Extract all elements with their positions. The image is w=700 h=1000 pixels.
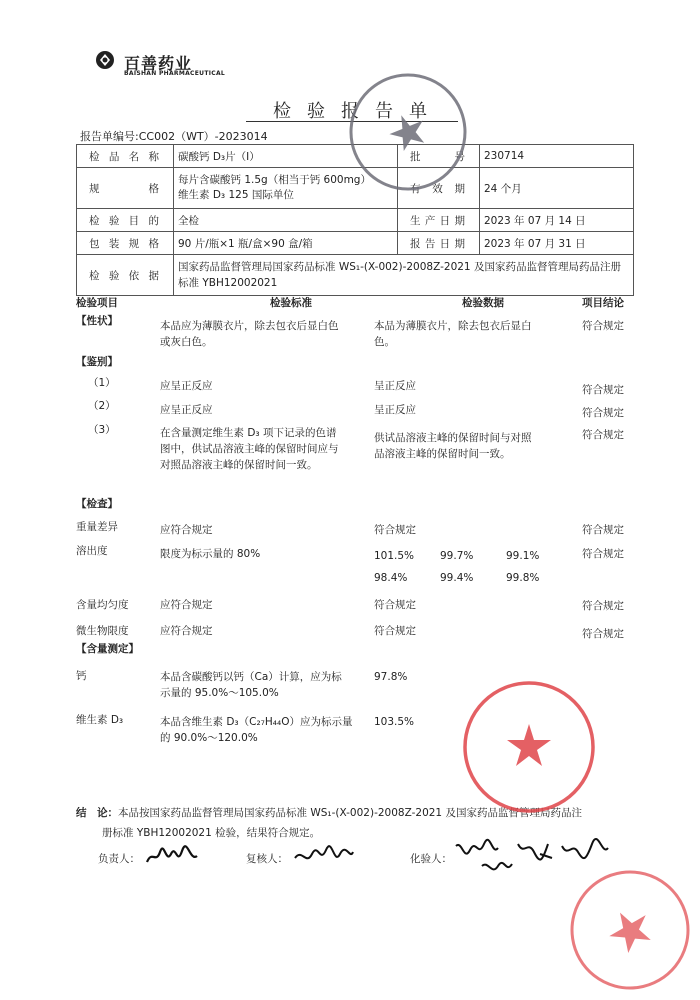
company-logo-english: BAISHAN PHARMACEUTICAL	[124, 70, 226, 77]
conclusion-text-1: 本品按国家药品监督管理局国家药品标准 WS₁-(X-002)-2008Z-2021 及国家药品监督管理局药品注	[118, 807, 582, 819]
batch-value: 230714	[480, 145, 634, 168]
weight-variation-result: 符合规定	[582, 524, 624, 536]
dissolution-value-1: 101.5%	[374, 550, 415, 562]
identification-1-data: 呈正反应	[374, 380, 416, 392]
col-header-standard: 检验标准	[270, 297, 312, 309]
weight-variation-data: 符合规定	[374, 524, 416, 536]
report-title: 检验报告单	[273, 101, 443, 122]
identification-1-label: （1）	[88, 377, 116, 389]
company-logo-text: 百善药业	[124, 54, 193, 73]
appearance-data-2: 色。	[374, 336, 395, 348]
batch-label: 批 号	[398, 145, 480, 168]
conclusion-label: 结 论：	[76, 807, 118, 819]
calcium-label: 钙	[76, 670, 87, 682]
identification-3-standard-3: 对照品溶液主峰的保留时间一致。	[160, 459, 318, 471]
vitamin-d3-data: 103.5%	[374, 716, 415, 728]
basis-label: 检验依据	[77, 255, 174, 296]
col-header-item: 检验项目	[76, 297, 118, 309]
microbial-limit-label: 微生物限度	[76, 625, 129, 637]
report-date-value: 2023 年 07 月 31 日	[480, 232, 634, 255]
calcium-data: 97.8%	[374, 671, 408, 683]
calcium-standard-2: 示量的 95.0%～105.0%	[160, 687, 279, 699]
dissolution-standard: 限度为标示量的 80%	[160, 548, 261, 560]
identification-3-label: （3）	[88, 424, 116, 436]
weight-variation-label: 重量差异	[76, 521, 118, 533]
content-uniformity-result: 符合规定	[582, 600, 624, 612]
responsible-signature	[144, 842, 200, 870]
report-number-value: CC002（WT）-2023014	[138, 130, 268, 143]
packaging-value: 90 片/瓶×1 瓶/盒×90 盒/箱	[174, 232, 398, 255]
identification-3-data-1: 供试品溶液主峰的保留时间与对照	[374, 432, 532, 444]
tester-label: 化验人：	[410, 853, 452, 865]
basis-value: 国家药品监督管理局国家药品标准 WS₁-(X-002)-2008Z-2021 及国家药品监督管理局药品注册标准 YBH12002021	[174, 255, 634, 296]
dissolution-value-4: 98.4%	[374, 572, 408, 584]
vitamin-d3-standard-2: 的 90.0%～120.0%	[160, 732, 258, 744]
col-header-conclusion: 项目结论	[582, 297, 624, 309]
dissolution-label: 溶出度	[76, 545, 108, 557]
inspection-seal-stamp	[346, 70, 470, 194]
microbial-limit-standard: 应符合规定	[160, 625, 213, 637]
calcium-standard-1: 本品含碳酸钙以钙（Ca）计算，应为标	[160, 671, 342, 683]
report-date-label: 报告日期	[398, 232, 480, 255]
section-assay: 【含量测定】	[76, 643, 139, 655]
validity-value: 24 个月	[480, 168, 634, 209]
quality-dept-stamp-1	[460, 678, 598, 816]
weight-variation-standard: 应符合规定	[160, 524, 213, 536]
identification-2-label: （2）	[88, 400, 116, 412]
spec-line-2: 维生素 D₃ 125 国际单位	[178, 189, 294, 201]
appearance-result: 符合规定	[582, 320, 624, 332]
report-number	[80, 128, 268, 144]
section-identification: 【鉴别】	[76, 356, 118, 368]
section-appearance: 【性状】	[76, 315, 118, 327]
company-logo-icon	[95, 50, 115, 70]
purpose-label: 检验目的	[77, 209, 174, 232]
identification-1-standard: 应呈正反应	[160, 380, 213, 392]
production-date-value: 2023 年 07 月 14 日	[480, 209, 634, 232]
content-uniformity-label: 含量均匀度	[76, 599, 129, 611]
spec-label: 规 格	[77, 168, 174, 209]
report-number-label: 报告单编号:	[80, 130, 139, 143]
spec-line-1: 每片含碳酸钙 1.5g（相当于钙 600mg）	[178, 174, 371, 186]
reviewer-label: 复核人：	[246, 853, 288, 865]
dissolution-result: 符合规定	[582, 548, 624, 560]
identification-3-data-2: 品溶液主峰的保留时间一致。	[374, 448, 511, 460]
identification-2-result: 符合规定	[582, 407, 624, 419]
reviewer-signature	[292, 842, 356, 870]
quality-dept-stamp-2	[566, 866, 694, 994]
responsible-label: 负责人：	[98, 853, 140, 865]
dissolution-value-5: 99.4%	[440, 572, 474, 584]
conclusion-text-2: 册标准 YBH12002021 检验，结果符合规定。	[102, 827, 321, 839]
identification-2-data: 呈正反应	[374, 404, 416, 416]
content-uniformity-data: 符合规定	[374, 599, 416, 611]
dissolution-value-3: 99.1%	[506, 550, 540, 562]
appearance-data-1: 本品为薄膜衣片，除去包衣后显白	[374, 320, 532, 332]
vitamin-d3-label: 维生素 D₃	[76, 714, 124, 726]
section-examination: 【检查】	[76, 498, 118, 510]
identification-1-result: 符合规定	[582, 384, 624, 396]
production-date-label: 生产日期	[398, 209, 480, 232]
identification-3-result: 符合规定	[582, 429, 624, 441]
identification-2-standard: 应呈正反应	[160, 404, 213, 416]
dissolution-value-6: 99.8%	[506, 572, 540, 584]
appearance-standard-2: 或灰白色。	[160, 336, 213, 348]
appearance-standard-1: 本品应为薄膜衣片，除去包衣后显白色	[160, 320, 339, 332]
vitamin-d3-standard-1: 本品含维生素 D₃（C₂₇H₄₄O）应为标示量	[160, 716, 353, 728]
packaging-label: 包装规格	[77, 232, 174, 255]
purpose-value: 全检	[174, 209, 398, 232]
col-header-data: 检验数据	[462, 297, 504, 309]
validity-label: 有效期	[398, 168, 480, 209]
product-name-value: 碳酸钙 D₃片（Ⅰ）	[174, 145, 398, 168]
microbial-limit-data: 符合规定	[374, 625, 416, 637]
microbial-limit-result: 符合规定	[582, 628, 624, 640]
dissolution-value-2: 99.7%	[440, 550, 474, 562]
product-name-label: 检品名称	[77, 145, 174, 168]
identification-3-standard-1: 在含量测定维生素 D₃ 项下记录的色谱	[160, 427, 337, 439]
content-uniformity-standard: 应符合规定	[160, 599, 213, 611]
identification-3-standard-2: 图中，供试品溶液主峰的保留时间应与	[160, 443, 339, 455]
